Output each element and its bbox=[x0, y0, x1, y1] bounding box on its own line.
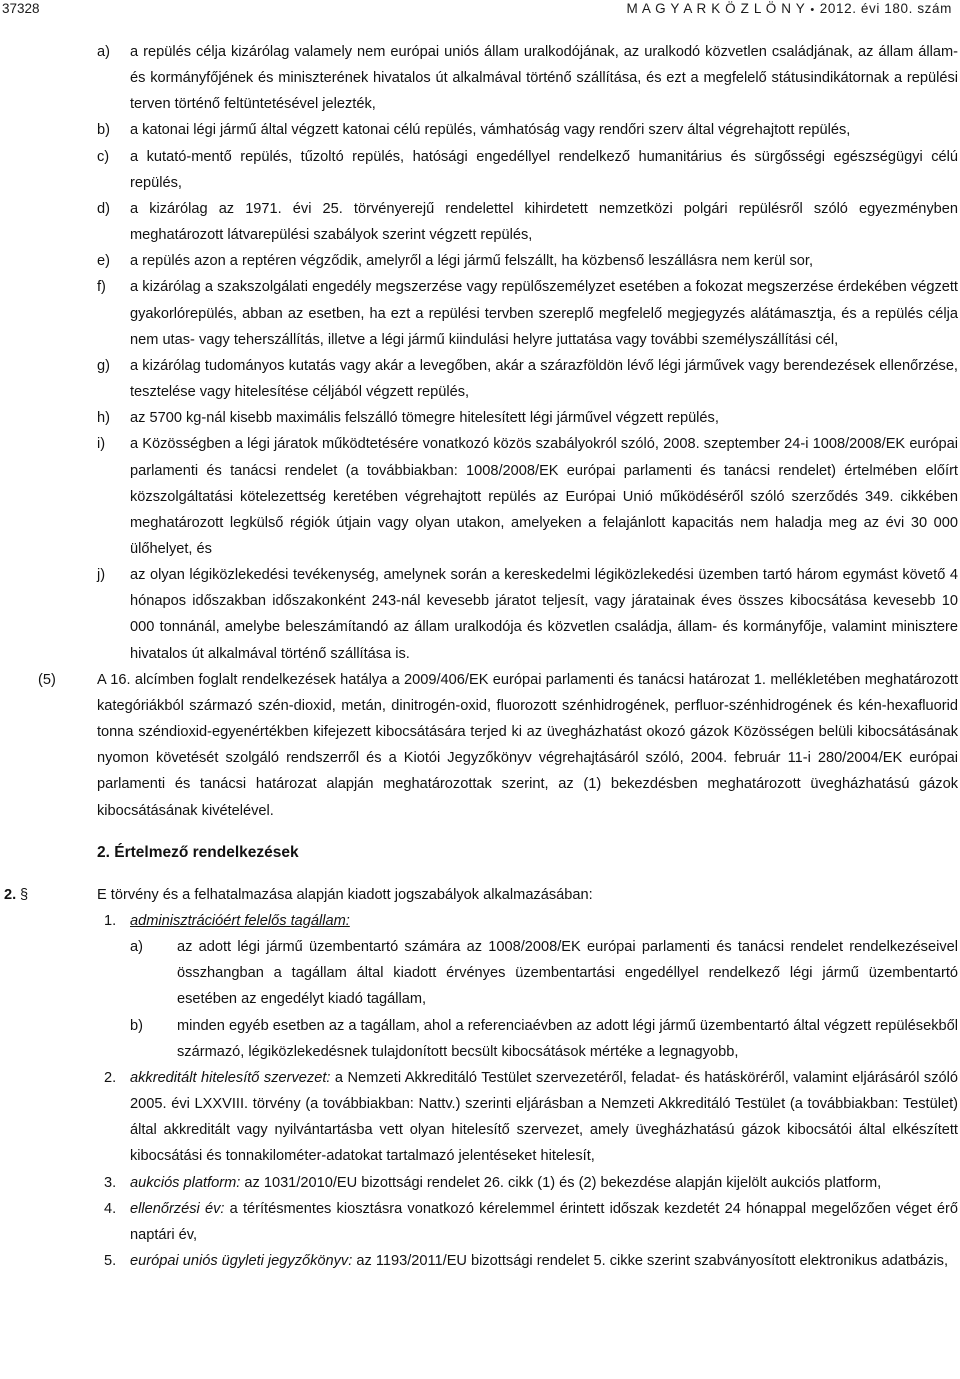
definition-term: európai uniós ügyleti jegyzőkönyv: bbox=[130, 1253, 353, 1270]
definition-subitem bbox=[0, 934, 960, 1012]
definition-term: akkreditált hitelesítő szervezet: bbox=[130, 1069, 331, 1086]
list-item bbox=[0, 248, 960, 274]
list-item bbox=[0, 39, 960, 117]
subitem-text: minden egyéb esetben az a tagállam, ahol a referenciaévben az adott légi jármű üzembentartó által végzett repülésekből származó, légiközlekedésnek tulajdonított becsült kibocsátások mértéke a legnagyobb, bbox=[177, 1017, 958, 1060]
section-symbol: § bbox=[20, 886, 29, 903]
definition-term: aukciós platform: bbox=[130, 1174, 241, 1191]
document-body bbox=[0, 39, 960, 1274]
list-item-text: a katonai légi jármű által végzett katonai célú repülés, vámhatóság vagy rendőri szerv által végrehajtott repülés, bbox=[130, 122, 851, 139]
definition-text: a térítésmentes kiosztásra vonatkozó kérelemmel érintett időszak kezdetét 24 hónappal megelőzően véget érő naptári év, bbox=[130, 1200, 958, 1243]
exemption-list bbox=[0, 39, 960, 667]
definition-item bbox=[0, 1065, 960, 1170]
list-item bbox=[0, 117, 960, 143]
list-item-label: h) bbox=[97, 410, 110, 427]
definition-item bbox=[0, 1170, 960, 1196]
list-item bbox=[0, 274, 960, 352]
list-item bbox=[0, 144, 960, 196]
definition-subitem bbox=[0, 1013, 960, 1065]
list-item-label: i) bbox=[97, 436, 106, 453]
list-item-text: a kizárólag a szakszolgálati engedély megszerzése vagy repülőszemélyzet esetében a fokozat megszerzése érdekében végzett gyakorlórepülés, abban az esetben, ha ezt a repülési tervben szereplő megfelelő megjegyzés alátámasztja, és a repülés célja nem utas- vagy teherszállítás, illetve a légi jármű kiindulási helyre juttatása vagy további személyszállítási cél, bbox=[130, 279, 958, 348]
subitem-label: b) bbox=[130, 1017, 143, 1034]
list-item-text: a kizárólag az 1971. évi 25. törvényerejű rendelettel kihirdetett nemzetközi polgári repülésről szóló egyezményben meghatározott látvarepülési szabályok szerint végzett repülés, bbox=[130, 200, 958, 244]
list-item-label: c) bbox=[97, 148, 110, 165]
section-heading: 2. Értelmező rendelkezések bbox=[97, 843, 299, 861]
definition-text: az 1031/2010/EU bizottsági rendelet 26. cikk (1) és (2) bekezdése alapján kijelölt aukciós platform, bbox=[240, 1174, 882, 1191]
list-item-label: b) bbox=[97, 122, 110, 139]
list-item bbox=[0, 353, 960, 405]
list-item-label: f) bbox=[97, 279, 106, 296]
publication-info bbox=[626, 1, 952, 16]
paragraph-label: (5) bbox=[38, 671, 56, 688]
page-header bbox=[0, 0, 960, 22]
list-item bbox=[0, 431, 960, 562]
page-number: 37328 bbox=[2, 1, 40, 16]
magazine-name: M A G Y A R K Ö Z L Ö N Y bbox=[626, 1, 806, 16]
list-item-text: a kutató-mentő repülés, tűzoltó repülés, hatósági engedéllyel rendelkező humanitárius és sürgősségi egészségügyi célú repülés, bbox=[130, 148, 958, 191]
list-item-text: az olyan légiközlekedési tevékenység, amelynek során a kereskedelmi légiközlekedési üzemben tartó három egymást követő 4 hónapos időszakban időszakonként 243-nál kevesebb járatot teljesít, vagy járatainak éves összes kibocsátása kevesebb 10 000 tonnánál, amelybe beleszámítandó az állam uralkodója és közvetlen családja, állam- és kormányfője, valamint minisztere hivatalos út alkalmával történő szállítása is. bbox=[130, 567, 958, 662]
list-item-text: a Közösségben a légi járatok működtetésére vonatkozó közös szabályokról szóló, 2008. szeptember 24-i 1008/2008/EK európai parlamenti és tanácsi rendelet (a továbbiakban: 1008/2008/EK európai parlamenti és tanácsi rendelet) értelmében előírt közszolgáltatási kötelezettség keretében végrehajtott repülés az Európai Unió működéséről szóló szerződés 349. cikkében meghatározott legkülső régiók útjain vagy olyan utakon, amelyeken a felajánlott kapacitás nem haladja meg az évi 30 000 ülőhelyet, és bbox=[130, 436, 958, 557]
subitem-label: a) bbox=[130, 939, 143, 956]
list-item-label: e) bbox=[97, 253, 110, 270]
paragraph-text: A 16. alcímben foglalt rendelkezések hatálya a 2009/406/EK európai parlamenti és tanácsi határozat 1. mellékletében meghatározott kategóriákból származó szén-dioxid, metán, dinitrogén-oxid, fluorozott szénhidrogének, perfluor-szénhidrogének és kén-hexafluorid tonna széndioxid-egyenértékben kifejezett kibocsátására terjed ki az üvegházhatást okozó gázok Közösségen belüli kibocsátásának nyomon követését szolgáló rendszerről és a Kiotói Jegyzőkönyv végrehajtásáról szóló, 2004. február 11-i 280/2004/EK európai parlamenti és tanácsi határozat alapján meghatározottak szerint, az (1) bekezdésben meghatározott üvegházhatású gázok kibocsátásának kivételével. bbox=[97, 671, 958, 819]
bullet-separator: • bbox=[810, 4, 815, 16]
section-2-intro bbox=[0, 882, 960, 908]
definition-item bbox=[0, 1196, 960, 1248]
list-item bbox=[0, 562, 960, 667]
list-item-text: a repülés azon a reptéren végződik, amelyről a légi jármű felszállt, ha közbenső leszállásra nem kerül sor, bbox=[130, 253, 814, 270]
subitem-text: az adott légi jármű üzembentartó számára az 1008/2008/EK európai parlamenti és tanácsi rendelet rendelkezéseivel összhangban a tagállam által kiadott érvényes üzembentartási engedéllyel rendelkező légi jármű üzembentartó esetében az engedélyt kiadó tagállam, bbox=[177, 939, 958, 1008]
definition-number: 1. bbox=[104, 913, 117, 929]
list-item-text: a repülés célja kizárólag valamely nem európai uniós állam uralkodójának, az uralkodó közvetlen családjának, az állam állam- és kormányfőjének és miniszterének hivatalos út alkalmával történő szállítása, és ezt a megfelelő státusindikátornak a repülési terven történő feltüntetésével jelezték, bbox=[130, 44, 958, 113]
issue-number: 2012. évi 180. szám bbox=[819, 1, 952, 16]
definition-text: a Nemzeti Akkreditáló Testület szervezetéről, feladat- és hatásköréről, valamint eljárásáról szóló 2005. évi LXXVIII. törvény (a továbbiakban: Nattv.) szerinti eljárásban a Nemzeti Akkreditáló Testület (a továbbiakban: Testület) által akkreditált vagy nyilvántartásba vett olyan hitelesítő szervezet, amely üvegházhatású gázok kibocsátói által elkészített kibocsátási és tonnakilométer-adatokat tartalmazó jelentéseket hitelesít, bbox=[130, 1069, 959, 1165]
definition-item bbox=[0, 908, 960, 934]
definition-text: az 1193/2011/EU bizottsági rendelet 5. cikke szerint szabványosított elektronikus adatbázis, bbox=[352, 1253, 948, 1270]
list-item bbox=[0, 196, 960, 248]
list-item-label: d) bbox=[97, 200, 110, 217]
definition-term: ellenőrzési év: bbox=[130, 1200, 225, 1217]
definition-number: 5. bbox=[104, 1253, 117, 1270]
list-item bbox=[0, 405, 960, 431]
section-number: 2. bbox=[4, 886, 17, 903]
section-intro-text: E törvény és a felhatalmazása alapján kiadott jogszabályok alkalmazásában: bbox=[97, 886, 593, 903]
definition-number: 2. bbox=[104, 1069, 117, 1086]
list-item-text: a kizárólag tudományos kutatás vagy akár a levegőben, akár a szárazföldön lévő légi járművek vagy berendezések ellenőrzése, tesztelése vagy hitelesítése céljából végzett repülés, bbox=[130, 357, 958, 401]
list-item-label: a) bbox=[97, 44, 110, 60]
definition-number: 3. bbox=[104, 1174, 117, 1191]
definition-number: 4. bbox=[104, 1200, 117, 1217]
definition-item bbox=[0, 1248, 960, 1274]
definition-term: adminisztrációért felelős tagállam: bbox=[130, 913, 350, 929]
list-item-label: j) bbox=[97, 567, 106, 584]
list-item-text: az 5700 kg-nál kisebb maximális felszálló tömegre hitelesített légi járművel végzett repülés, bbox=[130, 410, 719, 427]
paragraph-5 bbox=[0, 667, 960, 824]
definitions-list bbox=[0, 908, 960, 1274]
list-item-label: g) bbox=[97, 357, 110, 374]
